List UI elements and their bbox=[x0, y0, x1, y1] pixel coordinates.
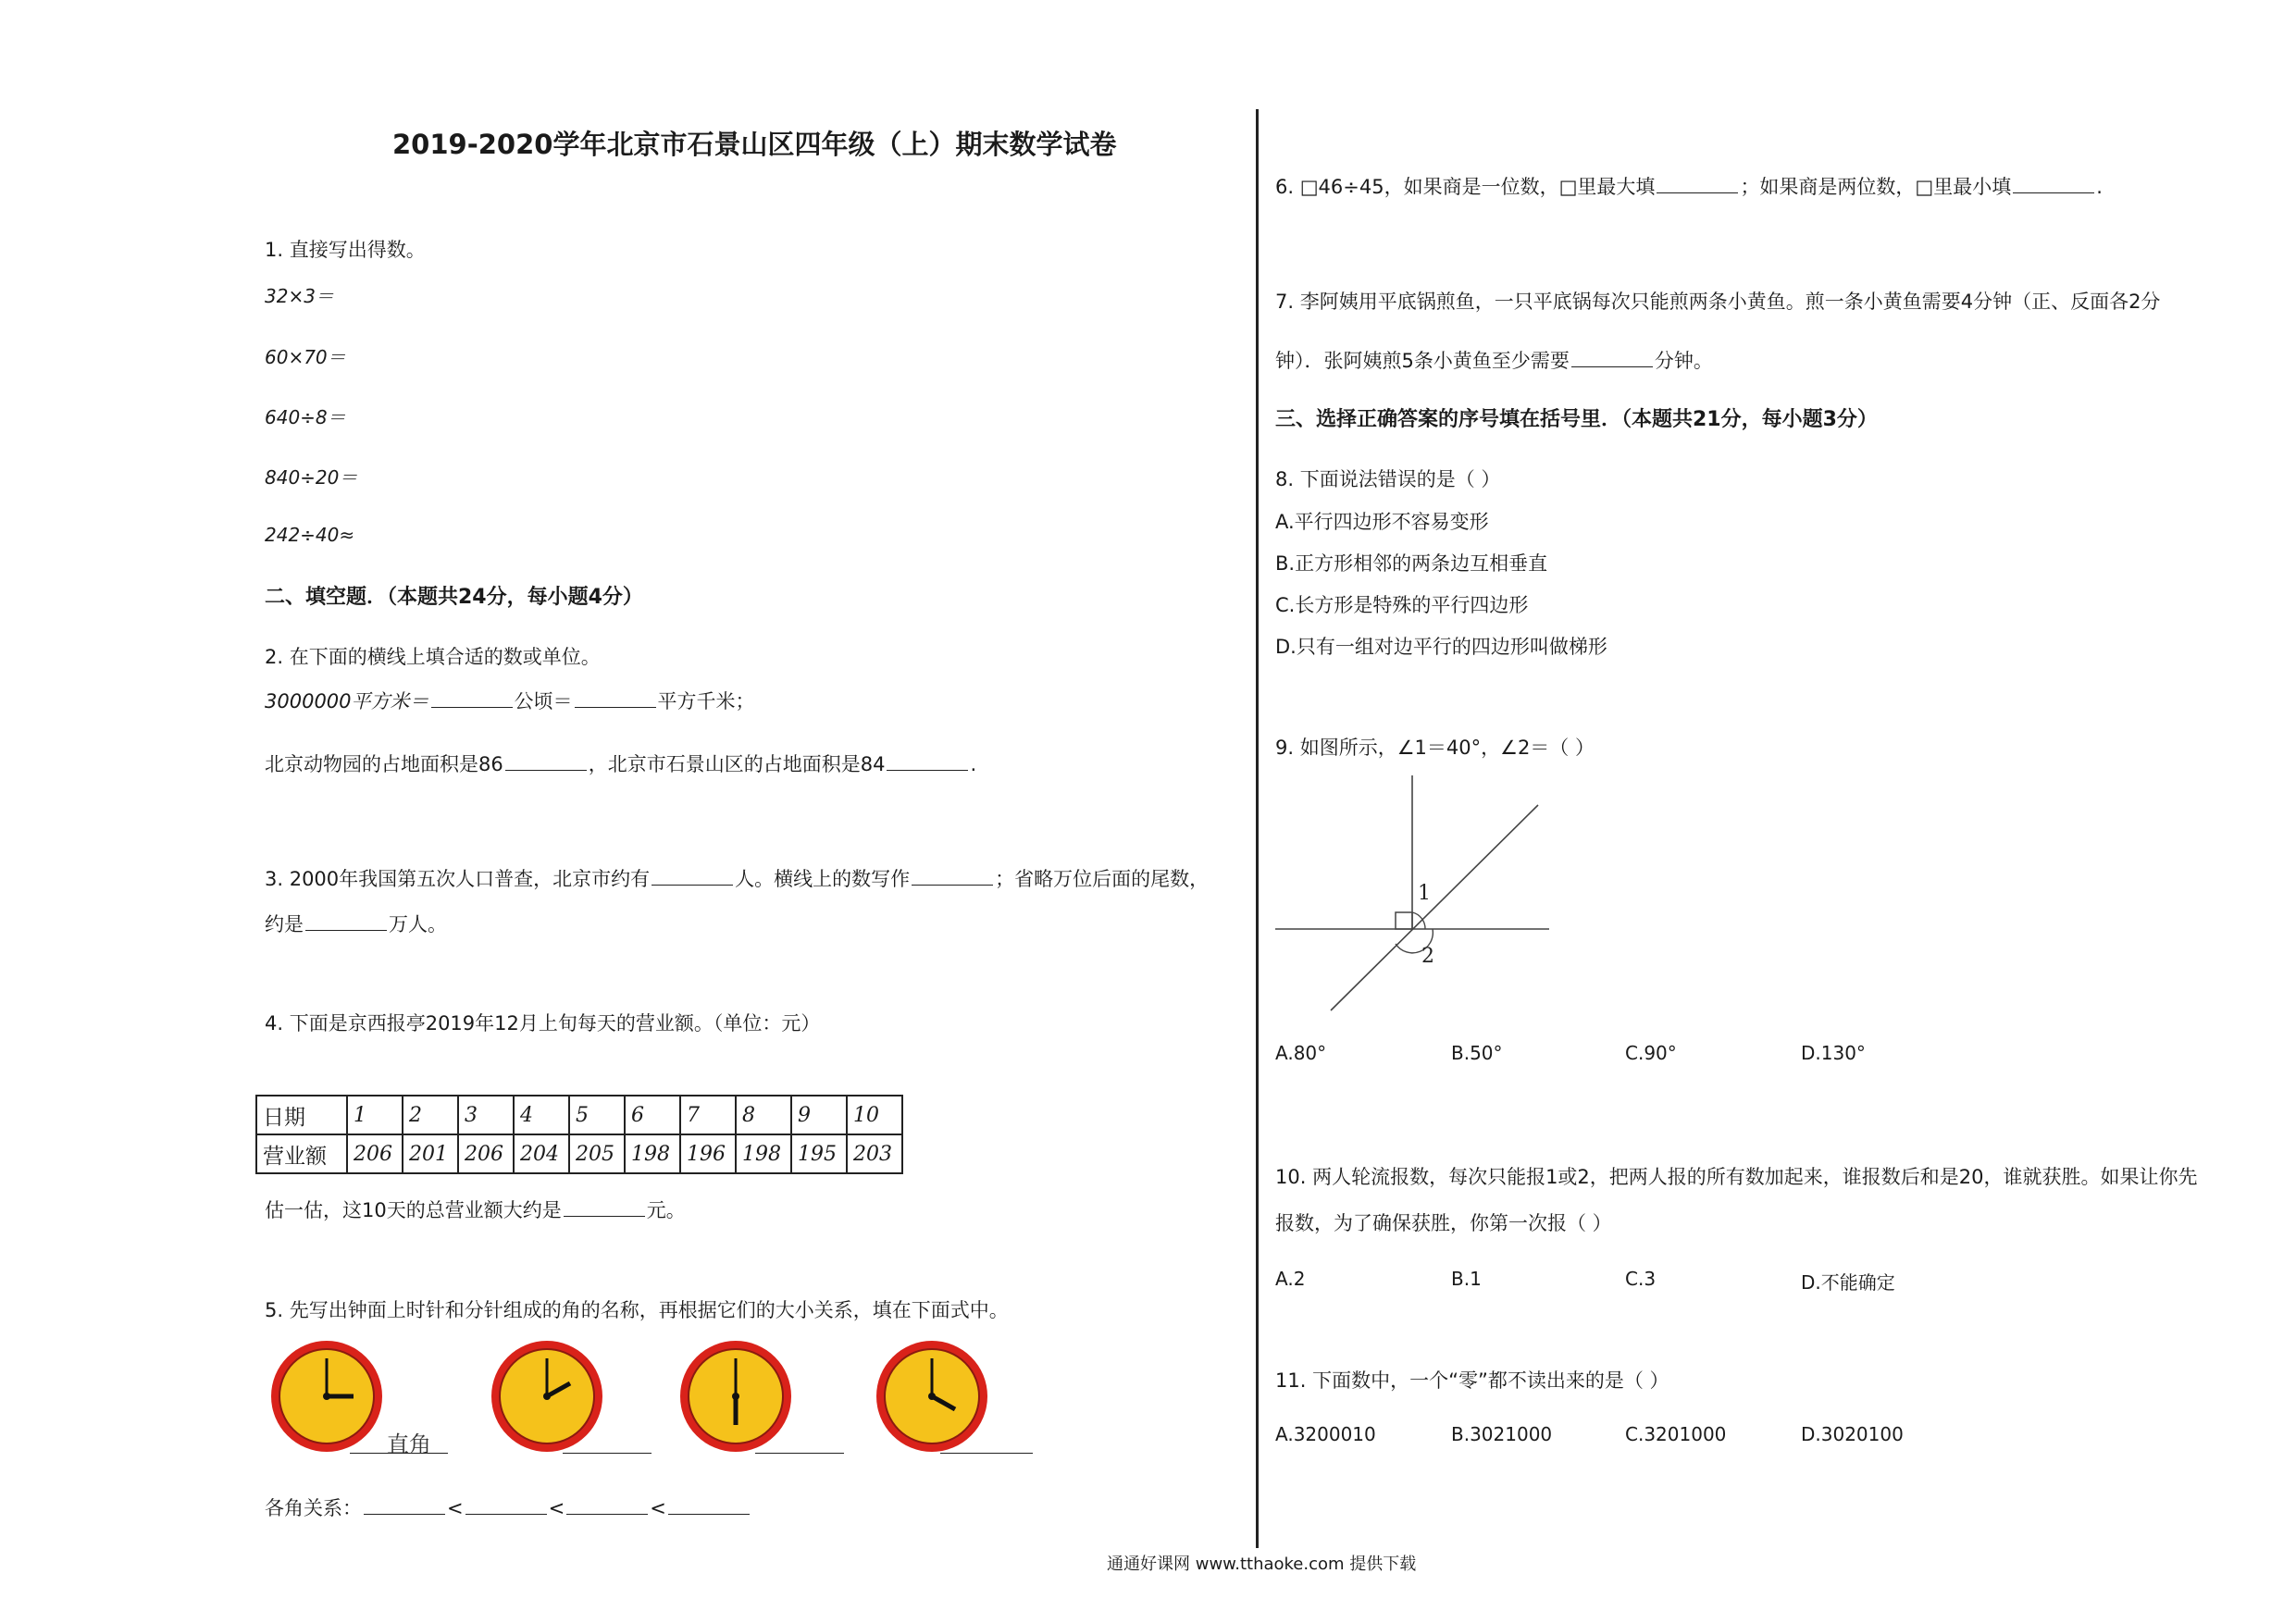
clock-3 bbox=[676, 1336, 796, 1456]
q1-expr-3: 640÷8＝ bbox=[265, 406, 346, 428]
q11-option-a[interactable]: A.3200010 bbox=[1275, 1423, 1376, 1445]
q2-line2-c: . bbox=[970, 753, 977, 775]
table-cell: 206 bbox=[347, 1134, 403, 1173]
table-cell: 7 bbox=[680, 1096, 736, 1134]
q5-blank-2[interactable] bbox=[465, 1497, 547, 1515]
q3-line2-b: 万人。 bbox=[389, 913, 447, 935]
q6-text bbox=[1275, 172, 2103, 200]
angle-figure bbox=[1275, 775, 1553, 1018]
q4-blank[interactable] bbox=[564, 1199, 645, 1217]
table-cell: 9 bbox=[791, 1096, 847, 1134]
q1-label: 1. 直接写出得数。 bbox=[265, 239, 426, 261]
q7-line2-a: 钟）．张阿姨煎5条小黄鱼至少需要 bbox=[1275, 350, 1570, 372]
q3-line-1 bbox=[265, 864, 1209, 892]
q11-option-d[interactable]: D.3020100 bbox=[1801, 1423, 1904, 1445]
q10-line-2: 报数，为了确保获胜，你第一次报（ ） bbox=[1275, 1212, 1612, 1234]
q3-blank-2[interactable] bbox=[912, 868, 993, 886]
q3-blank-3[interactable] bbox=[305, 913, 387, 931]
section-2-heading: 二、填空题．（本题共24分，每小题4分） bbox=[265, 586, 643, 609]
q1-expr-4: 840÷20＝ bbox=[265, 466, 358, 489]
q2-line2-b: ，北京市石景山区的占地面积是84 bbox=[588, 753, 886, 775]
table-cell: 203 bbox=[847, 1134, 902, 1173]
clock-2-answer-line[interactable] bbox=[563, 1453, 652, 1454]
q11-label: 11. 下面数中，一个“零”都不读出来的是（ ） bbox=[1275, 1369, 1669, 1392]
clock-2 bbox=[487, 1336, 607, 1456]
page-title: 2019-2020学年北京市石景山区四年级（上）期末数学试卷 bbox=[392, 129, 1117, 160]
q3-line1-c: ；省略万位后面的尾数， bbox=[995, 868, 1210, 890]
q9-option-a[interactable]: A.80° bbox=[1275, 1042, 1327, 1064]
table-cell: 195 bbox=[791, 1134, 847, 1173]
clock-1-answer: 直角 bbox=[387, 1431, 431, 1457]
angle-label-2: 2 bbox=[1421, 945, 1434, 968]
q6-blank-2[interactable] bbox=[2013, 176, 2094, 193]
q2-line-1 bbox=[265, 687, 755, 714]
table-cell: 4 bbox=[514, 1096, 569, 1134]
table-cell: 3 bbox=[458, 1096, 514, 1134]
q6-blank-1[interactable] bbox=[1657, 176, 1738, 193]
table-header-date: 日期 bbox=[256, 1096, 347, 1134]
q10-option-d[interactable]: D.不能确定 bbox=[1801, 1271, 1895, 1294]
q2-blank-3[interactable] bbox=[505, 753, 587, 771]
q3-line1-a: 3. 2000年我国第五次人口普查，北京市约有 bbox=[265, 868, 651, 890]
q1-expr-2: 60×70＝ bbox=[265, 346, 346, 368]
clock-3-answer-line[interactable] bbox=[755, 1453, 844, 1454]
q3-line1-b: 人。横线上的数写作 bbox=[735, 868, 911, 890]
q1-expr-5: 242÷40≈ bbox=[265, 524, 355, 546]
q5-blank-1[interactable] bbox=[364, 1497, 445, 1515]
table-row bbox=[256, 1134, 902, 1173]
q5-blank-4[interactable] bbox=[668, 1497, 750, 1515]
table-cell: 196 bbox=[680, 1134, 736, 1173]
q4-estimate-b: 元。 bbox=[646, 1199, 686, 1221]
table-cell: 204 bbox=[514, 1134, 569, 1173]
q6-text-a: 6. □46÷45，如果商是一位数，□里最大填 bbox=[1275, 176, 1656, 198]
q11-option-c[interactable]: C.3201000 bbox=[1625, 1423, 1727, 1445]
q4-estimate bbox=[265, 1196, 686, 1223]
q4-estimate-a: 估一估，这10天的总营业额大约是 bbox=[265, 1199, 562, 1221]
q3-blank-1[interactable] bbox=[652, 868, 733, 886]
table-cell: 2 bbox=[403, 1096, 458, 1134]
q10-option-a[interactable]: A.2 bbox=[1275, 1268, 1306, 1290]
q6-text-b: ；如果商是两位数，□里最小填 bbox=[1740, 176, 2012, 198]
q9-option-c[interactable]: C.90° bbox=[1625, 1042, 1677, 1064]
q11-option-b[interactable]: B.3021000 bbox=[1451, 1423, 1553, 1445]
table-cell: 201 bbox=[403, 1134, 458, 1173]
angle-label-1: 1 bbox=[1418, 882, 1431, 905]
table-cell: 1 bbox=[347, 1096, 403, 1134]
q7-line-2 bbox=[1275, 346, 1713, 374]
q5-blank-3[interactable] bbox=[566, 1497, 648, 1515]
q8-option-d[interactable]: D.只有一组对边平行的四边形叫做梯形 bbox=[1275, 636, 1607, 658]
q9-label: 9. 如图所示，∠1＝40°，∠2＝（ ） bbox=[1275, 737, 1595, 759]
q2-line1-c: 平方千米； bbox=[657, 690, 755, 712]
q5-label: 5. 先写出钟面上时针和分针组成的角的名称，再根据它们的大小关系，填在下面式中。 bbox=[265, 1299, 1009, 1321]
table-cell: 198 bbox=[625, 1134, 680, 1173]
q5-relation-label: 各角关系： bbox=[265, 1497, 362, 1519]
q7-blank[interactable] bbox=[1571, 350, 1653, 367]
q3-line2-a: 约是 bbox=[265, 913, 304, 935]
q7-line-1: 7. 李阿姨用平底锅煎鱼，一只平底锅每次只能煎两条小黄鱼。煎一条小黄鱼需要4分钟（正、反面各2分 bbox=[1275, 291, 2161, 313]
q9-option-b[interactable]: B.50° bbox=[1451, 1042, 1503, 1064]
q10-line-1: 10. 两人轮流报数，每次只能报1或2，把两人报的所有数加起来，谁报数后和是20，谁就获胜。如果让你先 bbox=[1275, 1166, 2198, 1188]
q8-label: 8. 下面说法错误的是（ ） bbox=[1275, 468, 1501, 490]
q5-relation bbox=[265, 1493, 751, 1521]
table-row bbox=[256, 1096, 902, 1134]
q10-option-b[interactable]: B.1 bbox=[1451, 1268, 1482, 1290]
table-cell: 8 bbox=[736, 1096, 791, 1134]
q5-lt-3: < bbox=[650, 1497, 666, 1519]
q4-label: 4. 下面是京西报亭2019年12月上旬每天的营业额。（单位：元） bbox=[265, 1012, 821, 1035]
table-cell: 198 bbox=[736, 1134, 791, 1173]
clock-4 bbox=[872, 1336, 992, 1456]
q2-line-2 bbox=[265, 750, 976, 777]
q2-blank-2[interactable] bbox=[575, 690, 656, 708]
column-divider bbox=[1256, 109, 1259, 1548]
q8-option-a[interactable]: A.平行四边形不容易变形 bbox=[1275, 511, 1489, 533]
q2-line2-a: 北京动物园的占地面积是86 bbox=[265, 753, 503, 775]
q8-option-b[interactable]: B.正方形相邻的两条边互相垂直 bbox=[1275, 552, 1548, 575]
table-cell: 205 bbox=[569, 1134, 625, 1173]
q2-label: 2. 在下面的横线上填合适的数或单位。 bbox=[265, 646, 601, 668]
q3-line-2 bbox=[265, 910, 447, 937]
q10-option-c[interactable]: C.3 bbox=[1625, 1268, 1657, 1290]
q2-blank-1[interactable] bbox=[431, 690, 513, 708]
q2-blank-4[interactable] bbox=[887, 753, 968, 771]
q9-option-d[interactable]: D.130° bbox=[1801, 1042, 1866, 1064]
q2-line1-a: 3000000平方米＝ bbox=[265, 690, 429, 712]
q6-text-c: . bbox=[2096, 176, 2103, 198]
sales-table bbox=[255, 1095, 903, 1174]
section-3-heading: 三、选择正确答案的序号填在括号里．（本题共21分，每小题3分） bbox=[1275, 408, 1878, 431]
table-cell: 5 bbox=[569, 1096, 625, 1134]
q2-line1-b: 公顷＝ bbox=[514, 690, 573, 712]
table-cell: 10 bbox=[847, 1096, 902, 1134]
q8-option-c[interactable]: C.长方形是特殊的平行四边形 bbox=[1275, 594, 1529, 616]
clock-1 bbox=[267, 1336, 387, 1456]
table-cell: 6 bbox=[625, 1096, 680, 1134]
q1-expr-1: 32×3＝ bbox=[265, 285, 334, 307]
clock-4-answer-line[interactable] bbox=[940, 1453, 1033, 1454]
table-cell: 206 bbox=[458, 1134, 514, 1173]
q7-line2-b: 分钟。 bbox=[1654, 350, 1713, 372]
q5-lt-1: < bbox=[447, 1497, 464, 1519]
footer-credit: 通通好课网 www.tthaoke.com 提供下载 bbox=[1107, 1555, 1417, 1574]
q5-lt-2: < bbox=[548, 1497, 565, 1519]
table-header-amount: 营业额 bbox=[256, 1134, 347, 1173]
